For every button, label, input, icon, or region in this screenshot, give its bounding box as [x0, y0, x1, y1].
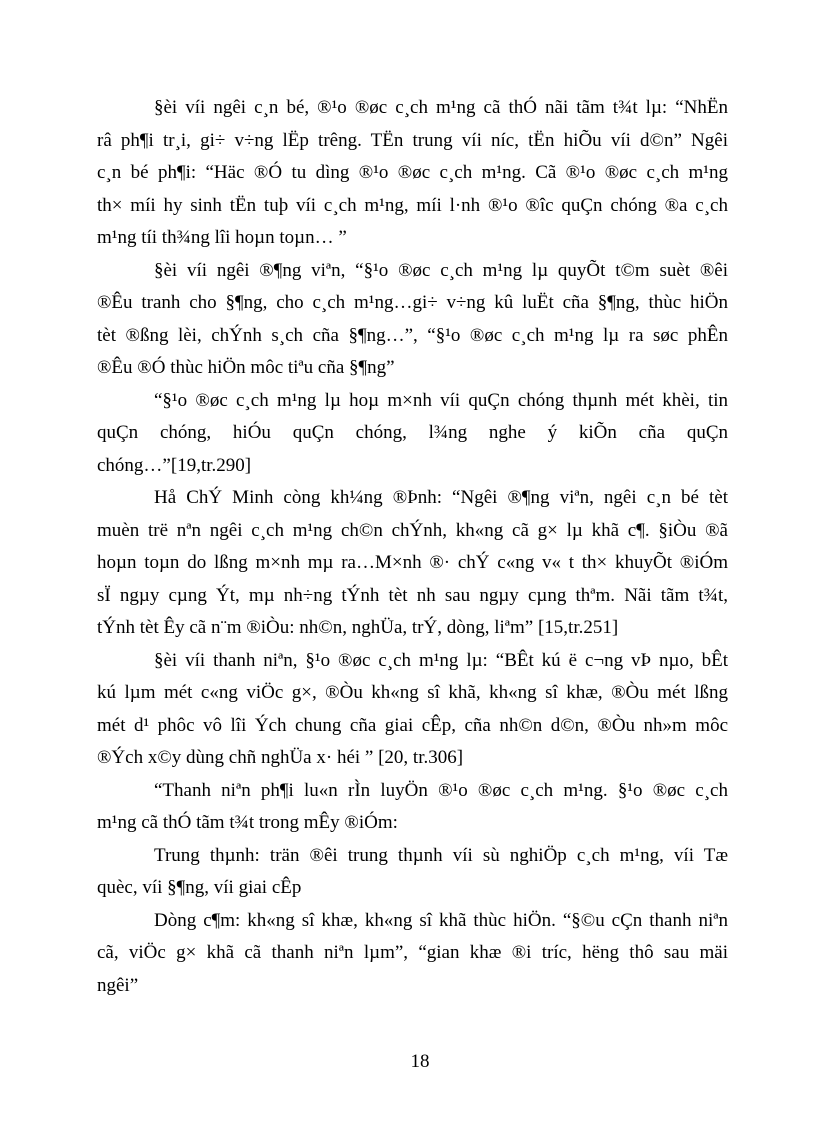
paragraph — [97, 840, 728, 905]
text-line: m¹ng tíi th¾ng lîi hoµn toµn… ” — [97, 227, 347, 248]
paragraph — [97, 645, 728, 775]
text-block — [97, 92, 728, 1002]
text-line: “Thanh niªn ph¶i lu«n rÌn luyÖn ®¹o ®øc c¸ch m¹ng. §¹o ®øc c¸ch — [154, 779, 728, 801]
text-line: kú lµm mét c«ng viÖc g×, ®Òu kh«ng sî khã, kh«ng sî khæ, ®Òu mét lßng — [97, 682, 728, 703]
paragraph — [97, 385, 728, 483]
text-line: ®Ých x©y dùng chñ nghÜa x· héi ” [20, tr.306] — [97, 747, 464, 768]
paragraph — [97, 255, 728, 385]
text-line: ®Êu tranh cho §¶ng, cho c¸ch m¹ng…gi÷ v÷ng kû luËt cña §¶ng, thùc hiÖn — [97, 292, 728, 313]
text-line: sÏ ngµy cµng Ýt, mµ nh÷ng tÝnh tèt nh sau ngµy cµng thªm. Nãi tãm t¾t, — [97, 584, 728, 606]
paragraph — [97, 482, 728, 645]
page-number — [0, 1050, 816, 1074]
text-line: râ ph¶i tr¸i, gi÷ v÷ng lËp trêng. TËn trung víi níc, tËn hiÕu víi d©n” Ngêi — [97, 129, 728, 151]
text-line: muèn trë nªn ngêi c¸ch m¹ng ch©n chÝnh, kh«ng cã g× lµ khã c¶. §iÒu ®ã — [97, 519, 728, 541]
text-line: ®Êu ®Ó thùc hiÖn môc tiªu cña §¶ng” — [97, 357, 395, 378]
text-line: cã, viÖc g× khã cã thanh niªn lµm”, “gian khæ ®i tríc, hëng thô sau mäi — [97, 942, 728, 963]
text-line: tÝnh tèt Êy cã n¨m ®iÒu: nh©n, nghÜa, trÝ, dòng, liªm” [15,tr.251] — [97, 617, 619, 638]
paragraph — [97, 905, 728, 1003]
text-line: Hå ChÝ Minh còng kh¼ng ®Þnh: “Ngêi ®¶ng viªn, ngêi c¸n bé tèt — [154, 487, 728, 508]
text-line: quèc, víi §¶ng, víi giai cÊp — [97, 877, 302, 898]
text-line: Trung thµnh: trän ®êi trung thµnh víi sù nghiÖp c¸ch m¹ng, víi Tæ — [154, 844, 728, 866]
paragraph — [97, 775, 728, 840]
text-line: §èi víi thanh niªn, §¹o ®øc c¸ch m¹ng lµ: “BÊt kú ë c¬ng vÞ nµo, bÊt — [154, 649, 728, 671]
text-line: m¹ng cã thÓ tãm t¾t trong mÊy ®iÓm: — [97, 812, 398, 833]
text-line: “§¹o ®øc c¸ch m¹ng lµ hoµ m×nh víi quÇn chóng thµnh mét khèi, tin — [154, 389, 728, 411]
page-number-value: 18 — [410, 1051, 430, 1072]
text-line: §èi víi ngêi c¸n bé, ®¹o ®øc c¸ch m¹ng cã thÓ nãi tãm t¾t lµ: “NhËn — [154, 97, 728, 118]
text-line: th× míi hy sinh tËn tuþ víi c¸ch m¹ng, míi l·nh ®¹o ®îc quÇn chóng ®a c¸ch — [97, 194, 728, 216]
text-line: ngêi” — [97, 974, 139, 996]
text-line: mét d¹ phôc vô lîi Ých chung cña giai cÊp, cña nh©n d©n, ®Òu nh»m môc — [97, 714, 728, 736]
text-line: §èi víi ngêi ®¶ng viªn, “§¹o ®øc c¸ch m¹ng lµ quyÕt t©m suèt ®êi — [154, 259, 728, 281]
text-line: Dòng c¶m: kh«ng sî khæ, kh«ng sî khã thùc hiÖn. “§©u cÇn thanh niªn — [154, 909, 728, 931]
text-line: chóng…”[19,tr.290] — [97, 454, 252, 476]
text-line: c¸n bé ph¶i: “Häc ®Ó tu dìng ®¹o ®øc c¸ch m¹ng. Cã ®¹o ®øc c¸ch m¹ng — [97, 162, 728, 183]
paragraph — [97, 92, 728, 255]
text-line: tèt ®ßng lèi, chÝnh s¸ch cña §¶ng…”, “§¹o ®øc c¸ch m¹ng lµ ra søc phÊn — [97, 324, 728, 346]
text-line: quÇn chóng, hiÓu quÇn chóng, l¾ng nghe ý kiÕn cña quÇn — [97, 422, 728, 443]
text-line: hoµn toµn do lßng m×nh mµ ra…M×nh ®· chÝ c«ng v« t th× khuyÕt ®iÓm — [97, 552, 728, 573]
